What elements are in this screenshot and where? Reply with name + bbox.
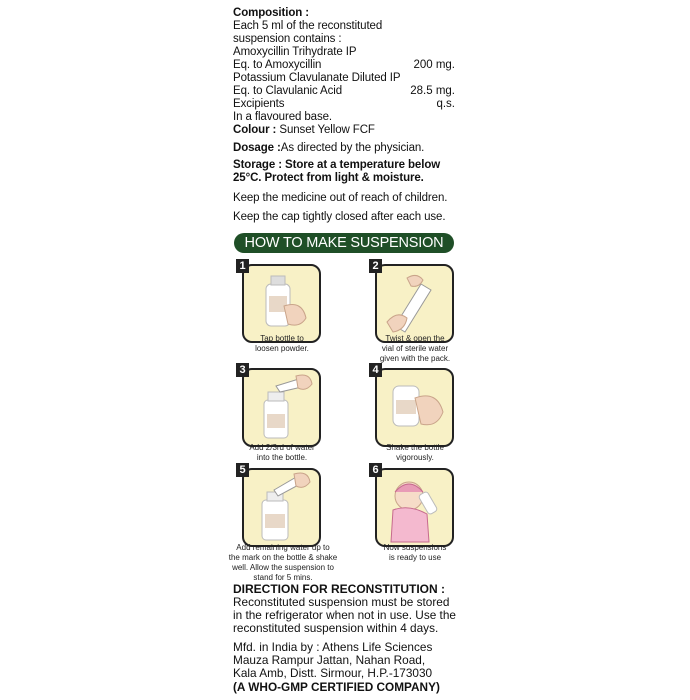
colour-value: Sunset Yellow FCF — [279, 124, 375, 136]
amount-amoxycillin: 200 mg. — [413, 59, 455, 71]
who-gmp-certified: (A WHO-GMP CERTIFIED COMPANY) — [233, 680, 440, 694]
composition-line: Amoxycillin Trihydrate IP — [233, 46, 357, 58]
add-remaining-water-icon — [244, 470, 319, 545]
manufacturer-line: Mfd. in India by : Athens Life Sciences — [233, 640, 433, 654]
reconstitution-line: reconstituted suspension within 4 days. — [233, 621, 439, 635]
colour-row — [233, 124, 375, 137]
composition-line: Eq. to Amoxycillin — [233, 59, 322, 71]
vial-open-icon — [377, 266, 452, 341]
step-2-number: 2 — [369, 259, 382, 273]
note-children: Keep the medicine out of reach of children. — [233, 192, 448, 204]
pour-water-icon — [244, 370, 319, 445]
step-6-caption: Now suspensions is ready to use — [383, 543, 447, 562]
step-1-caption: Tap bottle to loosen powder. — [255, 334, 309, 353]
dosage-row — [233, 142, 424, 155]
step-5-number: 5 — [236, 463, 249, 477]
step-4-illustration — [375, 368, 454, 447]
baby-feeding-icon — [377, 470, 452, 545]
composition-heading: Composition : — [233, 7, 309, 19]
step-3-number: 3 — [236, 363, 249, 377]
step-2-illustration — [375, 264, 454, 343]
step-3-illustration — [242, 368, 321, 447]
storage-line: 25°C. Protect from light & moisture. — [233, 172, 424, 184]
composition-line: Potassium Clavulanate Diluted IP — [233, 72, 401, 84]
composition-line: In a flavoured base. — [233, 111, 333, 123]
how-to-banner: HOW TO MAKE SUSPENSION — [234, 233, 454, 253]
shake-bottle-icon — [377, 370, 452, 445]
step-6-number: 6 — [369, 463, 382, 477]
composition-line: suspension contains : — [233, 33, 342, 45]
step-4-caption: Shake the bottle vigorously. — [386, 443, 444, 462]
note-cap: Keep the cap tightly closed after each use. — [233, 211, 446, 223]
step-2-caption: Twist & open the vial of sterile water given with the pack. — [379, 334, 451, 363]
step-1-number: 1 — [236, 259, 249, 273]
reconstitution-line: in the refrigerator when not in use. Use the — [233, 608, 456, 622]
step-5-caption: Add remaining water up to the mark on the bottle & shake well. Allow the suspension to stand for 5 mins. — [228, 543, 338, 582]
colour-label: Colour : — [233, 124, 277, 136]
manufacturer-line: Kala Amb, Distt. Sirmour, H.P.-173030 — [233, 666, 433, 680]
step-4-number: 4 — [369, 363, 382, 377]
composition-line: Each 5 ml of the reconstituted — [233, 20, 383, 32]
step-6-illustration — [375, 468, 454, 547]
composition-line: Excipients — [233, 98, 285, 110]
composition-line: Eq. to Clavulanic Acid — [233, 85, 343, 97]
step-1-illustration — [242, 264, 321, 343]
amount-excipients: q.s. — [436, 98, 455, 110]
storage-line: Storage : Store at a temperature below — [233, 159, 441, 171]
step-5-illustration — [242, 468, 321, 547]
step-3-caption: Add 2/3rd of water into the bottle. — [249, 443, 315, 462]
dosage-value: As directed by the physician. — [280, 142, 425, 154]
manufacturer-line: Mauza Rampur Jattan, Nahan Road, — [233, 653, 426, 667]
bottle-tap-icon — [244, 266, 319, 341]
amount-clavulanic: 28.5 mg. — [410, 85, 455, 97]
reconstitution-heading: DIRECTION FOR RECONSTITUTION : — [233, 582, 445, 596]
reconstitution-line: Reconstituted suspension must be stored — [233, 595, 450, 609]
dosage-label: Dosage : — [233, 142, 281, 154]
